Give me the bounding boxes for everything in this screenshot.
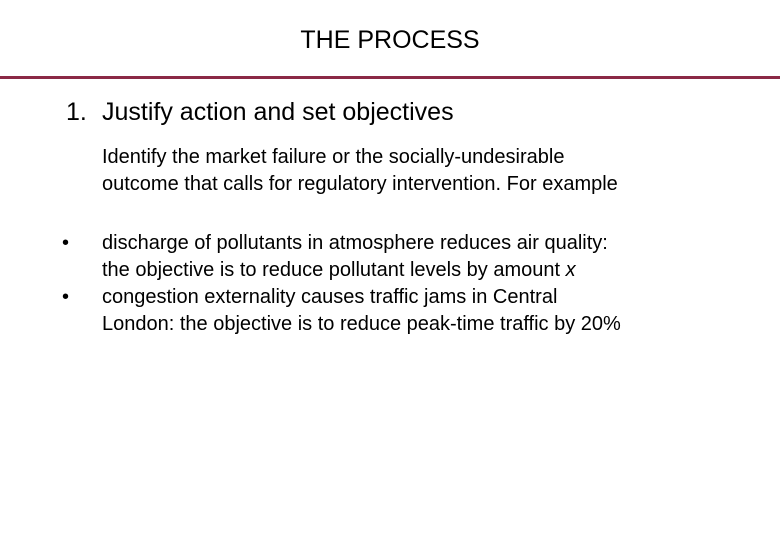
section-heading-text: Justify action and set objectives bbox=[102, 98, 454, 126]
section-number: 1. bbox=[66, 98, 87, 126]
bullet-icon: • bbox=[62, 286, 70, 308]
bullet-line: London: the objective is to reduce peak-time traffic by 20% bbox=[102, 313, 621, 335]
title-divider bbox=[0, 76, 780, 79]
variable-x: x bbox=[565, 259, 576, 281]
section-heading bbox=[66, 96, 454, 128]
bullet-icon: • bbox=[62, 232, 70, 254]
bullet-line bbox=[102, 257, 742, 284]
slide-title: THE PROCESS bbox=[300, 26, 480, 54]
bullet-line: congestion externality causes traffic jams in Central bbox=[102, 286, 558, 308]
bullet-item-congestion bbox=[62, 284, 742, 338]
intro-line: outcome that calls for regulatory intervention. For example bbox=[102, 173, 618, 195]
bullet-line-text: the objective is to reduce pollutant levels by amount bbox=[102, 259, 566, 281]
bullet-item-pollutants bbox=[62, 230, 742, 284]
bullet-line: discharge of pollutants in atmosphere reduces air quality: bbox=[102, 232, 608, 254]
intro-line: Identify the market failure or the socially-undesirable bbox=[102, 146, 565, 168]
bullet-list bbox=[62, 230, 742, 338]
intro-paragraph bbox=[102, 144, 742, 198]
